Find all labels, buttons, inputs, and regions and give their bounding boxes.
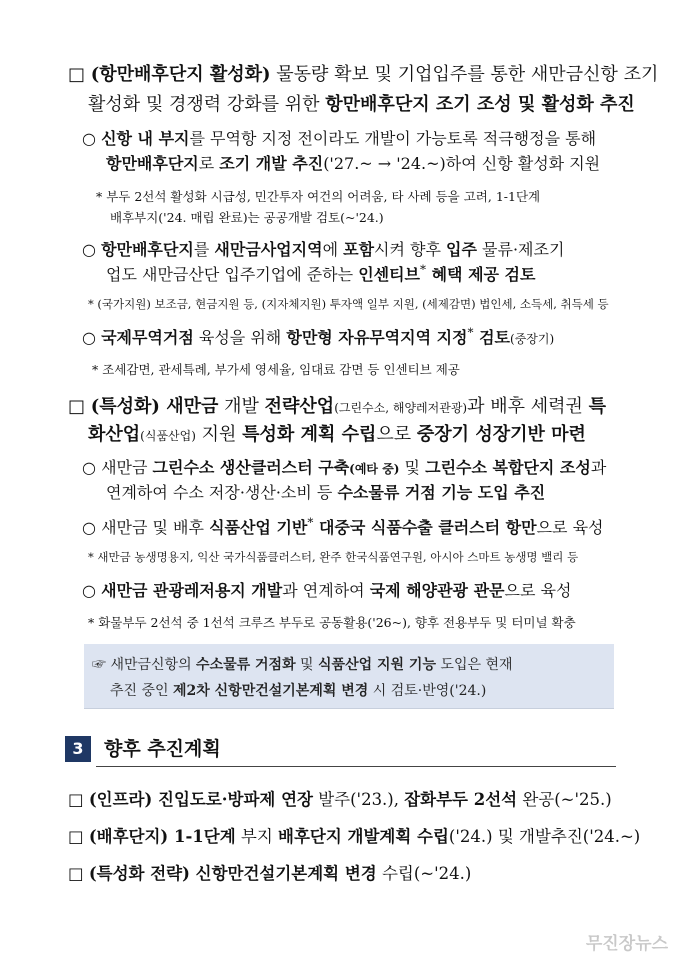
text-bold: (인프라) 진입도로·방파제 연장 — [88, 790, 313, 809]
text: 부지 — [235, 827, 279, 846]
text: 으로 육성 — [504, 581, 572, 600]
text-bold: 입주 — [446, 240, 477, 259]
text-bold: 항만배후단지 조기 조성 및 활성화 추진 — [325, 94, 635, 115]
paragraph-harbor-hinterland-line2 — [88, 90, 635, 116]
heading-bold: (특성화) — [90, 396, 160, 417]
text: 물동량 확보 및 기업입주를 통한 새만금신항 조기 — [270, 64, 659, 85]
text: 로 — [198, 154, 220, 173]
text: 과 — [590, 458, 607, 477]
plan-item-infra — [68, 786, 612, 810]
footnote-mark: * — [307, 515, 314, 530]
text: 시켜 향후 — [374, 240, 447, 259]
footnote-mark: * — [420, 262, 427, 277]
bullet-tourism — [82, 578, 571, 601]
bullet-food-industry — [82, 515, 604, 538]
text: 및 — [399, 458, 426, 477]
text: 완공(~'25.) — [517, 790, 612, 809]
text-bold: 대중국 식품수출 클러스터 항만 — [313, 518, 537, 537]
bullet-hydrogen-line2 — [106, 480, 545, 503]
text-bold: 포함 — [343, 240, 375, 259]
text: 육성을 위해 — [193, 328, 287, 347]
text-bold: (특성화 전략) 신항만건설기본계획 변경 — [88, 864, 377, 883]
text-bold: 새만금사업지역 — [214, 240, 323, 259]
text-bold: 화산업 — [88, 424, 141, 445]
text-bold: 새만금 — [159, 396, 219, 417]
footnote-mark: * — [467, 325, 474, 340]
checkbox-square: □ — [68, 396, 86, 417]
bullet-circle: ○ — [82, 518, 96, 537]
text-bold: 식품산업 기반 — [209, 518, 308, 537]
text: 수립(~'24.) — [376, 864, 472, 883]
plan-item-strategy — [68, 860, 471, 884]
text: 지원 — [195, 424, 243, 445]
bullet-circle: ○ — [82, 458, 96, 477]
text-bold: 항만형 자유무역지역 지정 — [286, 328, 468, 347]
text-bold: 혜택 제공 검토 — [426, 265, 536, 284]
text-bold: 수소물류 거점 기능 도입 추진 — [337, 483, 546, 502]
text-small: (식품산업) — [140, 429, 196, 443]
text: 업도 새만금산단 입주기업에 준하는 — [106, 265, 359, 284]
plan-item-hinterland — [68, 823, 640, 847]
text-bold: 국제 해양관광 관문 — [369, 581, 505, 600]
highlight-box-line1 — [92, 654, 513, 674]
bullet-free-trade-zone — [82, 325, 554, 348]
text: 도입은 현재 — [435, 657, 513, 673]
section-divider — [96, 766, 616, 767]
bullet-circle: ○ — [82, 581, 96, 600]
text-bold: 식품산업 지원 기능 — [318, 657, 436, 673]
heading-bold: (항만배후단지 활성화) — [90, 64, 271, 85]
text-bold: (배후단지) 1-1단계 — [88, 827, 236, 846]
note-cruise-berth: * 화물부두 2선석 중 1선석 크루즈 부두로 공동활용('26~), 향후 전용부두 및 터미널 확충 — [88, 615, 576, 630]
text: 개발 — [218, 396, 265, 417]
text: 으로 — [376, 424, 417, 445]
text: 활성화 및 경쟁력 강화를 위한 — [88, 94, 326, 115]
text-bold: 검토 — [473, 328, 511, 347]
note-food-cluster: * 새만금 농생명용지, 익산 국가식품클러스터, 완주 한국식품연구원, 아시아 스마트 농생명 밸리 등 — [88, 550, 579, 564]
text: 에 — [322, 240, 344, 259]
text-bold: 새만금 관광레저용지 개발 — [101, 581, 283, 600]
bullet-circle: ○ — [82, 328, 96, 347]
text-bold: 전략산업 — [264, 396, 335, 417]
text-bold: 신항 내 부지 — [101, 129, 190, 148]
text-bold: 수소물류 거점화 — [196, 657, 296, 673]
text: 시 검토·반영('24.) — [368, 683, 487, 699]
text: 를 무역항 지정 전이라도 개발이 가능토록 적극행정을 통해 — [189, 129, 597, 148]
highlight-box — [84, 644, 614, 709]
text-bold: 항만배후단지 — [106, 154, 199, 173]
text: 과 배후 세력권 — [467, 396, 589, 417]
text-bold: 그린수소 복합단지 조성 — [425, 458, 591, 477]
text-small: (그린수소, 해양레저관광) — [334, 401, 468, 415]
text: 및 — [295, 657, 319, 673]
note-tax-benefits: * 조세감면, 관세특례, 부가세 영세율, 임대료 감면 등 인센티브 제공 — [92, 362, 460, 377]
bullet-hydrogen-line1 — [82, 455, 606, 478]
bullet-incentive-line2 — [106, 262, 535, 285]
text: 연계하여 수소 저장·생산·소비 등 — [106, 483, 338, 502]
pointing-hand-icon: ☞ — [92, 657, 106, 673]
text-bold: 그린수소 생산클러스터 구축 — [152, 458, 350, 477]
text-bold: 제2차 신항만건설기본계획 변경 — [173, 683, 369, 699]
text: 추진 중인 — [110, 683, 173, 699]
text: 과 연계하여 — [282, 581, 370, 600]
checkbox-square: □ — [68, 827, 84, 846]
note-support-types: * (국가지원) 보조금, 현금지원 등, (지자체지원) 투자액 일부 지원, (세제감면) 법인세, 소득세, 취득세 등 — [88, 297, 609, 311]
text: 새만금 및 배후 — [101, 518, 210, 537]
text-bold: 조기 개발 추진 — [219, 154, 324, 173]
text: ('24.) 및 개발추진('24.~) — [448, 827, 641, 846]
note-berth-line2: 배후부지('24. 매립 완료)는 공공개발 검토(~'24.) — [110, 210, 384, 225]
text: 물류·제조기 — [476, 240, 565, 259]
checkbox-square: □ — [68, 790, 84, 809]
text: 새만금신항의 — [106, 657, 197, 673]
text: ('27.~ → '24.~)하여 신항 활성화 지원 — [323, 154, 601, 173]
bullet-circle: ○ — [82, 240, 96, 259]
checkbox-square: □ — [68, 864, 84, 883]
text-bold: 특성화 계획 수립 — [242, 424, 377, 445]
text-bold: 인센티브 — [358, 265, 421, 284]
text-bold: 중장기 성장기반 마련 — [416, 424, 586, 445]
text-bold: 특 — [588, 396, 606, 417]
text-bold: 항만배후단지 — [101, 240, 194, 259]
text-bold: 국제무역거점 — [101, 328, 194, 347]
bullet-circle: ○ — [82, 129, 96, 148]
bullet-incentive-line1 — [82, 237, 564, 260]
watermark-logo: 무진장뉴스 — [585, 934, 668, 954]
text-small: (중장기) — [510, 332, 555, 346]
checkbox-square: □ — [68, 64, 86, 85]
section-title: 향후 추진계획 — [104, 738, 221, 760]
text: 새만금 — [101, 458, 153, 477]
text: 발주('23.), — [312, 790, 405, 809]
paragraph-specialization-line1 — [68, 392, 606, 418]
paragraph-specialization-line2 — [88, 420, 586, 446]
text: 으로 육성 — [536, 518, 604, 537]
section-number: 3 — [65, 736, 91, 762]
text-bold: 잡화부두 2선석 — [404, 790, 518, 809]
text-bold: 배후단지 개발계획 수립 — [278, 827, 449, 846]
highlight-box-line2 — [110, 680, 486, 700]
text: 를 — [193, 240, 215, 259]
bullet-new-port-site-line2 — [106, 151, 600, 174]
paragraph-harbor-hinterland-line1 — [68, 60, 658, 86]
note-berth-line1: * 부두 2선석 활성화 시급성, 민간투자 여건의 어려움, 타 사례 등을 고려, 1-1단계 — [96, 189, 541, 204]
text-small: (예타 중) — [349, 462, 400, 476]
bullet-new-port-site-line1 — [82, 126, 596, 149]
